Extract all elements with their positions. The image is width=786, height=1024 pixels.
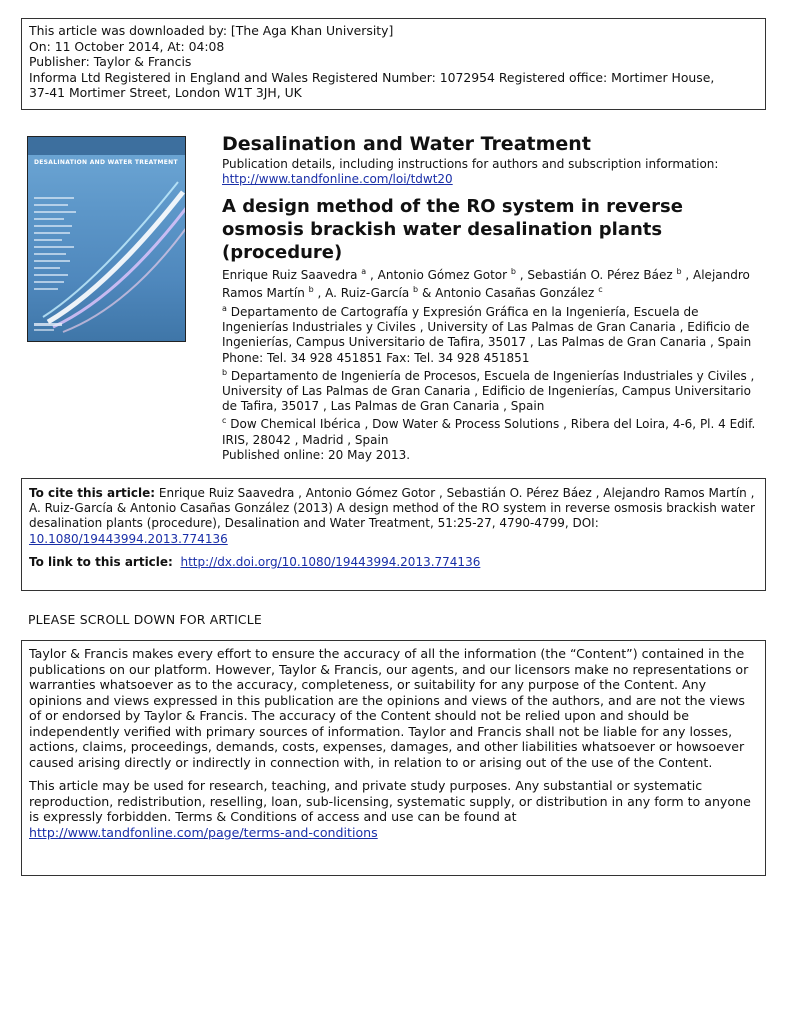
author-affiliation-mark: b <box>676 267 682 276</box>
cover-title: DESALINATION AND WATER TREATMENT <box>34 159 178 166</box>
terms-link[interactable]: http://www.tandfonline.com/page/terms-and-conditions <box>29 824 378 840</box>
usage-text: This article may be used for research, teaching, and private study purposes. Any substantial or systematic reproduction, redistribution, reselling, loan, sub-licensing, systematic supply, or distribution in any form to anyone is expressly forbidden. Terms & Conditions of access and use can be found at <box>29 778 751 824</box>
disclaimer-paragraph: Taylor & Francis makes every effort to ensure the accuracy of all the information (the “Content”) contained in the publications on our platform. However, Taylor & Francis, our agents, and our licensors make no representations or warranties whatsoever as to the accuracy, completeness, or suitability for any purpose of the Content. Any opinions and views expressed in this publication are the opinions and views of the authors, and are not the views of or endorsed by Taylor & Francis. The accuracy of the Content should not be relied upon and should be independently verified with primary sources of information. Taylor and Francis shall not be liable for any losses, actions, claims, proceedings, demands, costs, expenses, damages, and other liabilities whatsoever or howsoever caused arising directly or indirectly in connection with, in relation to or arising out of the use of the Content. <box>29 646 749 770</box>
author-name: Sebastián O. Pérez Báez <box>527 268 673 282</box>
link-label: To link to this article: <box>29 554 173 569</box>
author-name: Antonio Gómez Gotor <box>377 268 508 282</box>
journal-cover-image <box>27 136 186 342</box>
affiliation-c <box>222 417 762 447</box>
article-link-row <box>29 555 758 570</box>
author-separator: , <box>681 268 694 282</box>
author-affiliation-mark: b <box>308 285 314 294</box>
download-line: This article was downloaded by: [The Aga Khan University] <box>29 23 394 38</box>
affiliation-text: Departamento de Ingeniería de Procesos, Escuela de Ingenierías Industriales y Civiles , University of Las Palmas de Gran Canaria , Edificio de Ingenierías, Campus Universitario de Tafira, 35017 , Las Palmas de Gran Canaria , Spain <box>222 368 755 414</box>
author-affiliation-mark: b <box>413 285 419 294</box>
author-separator: , <box>515 268 528 282</box>
author-list <box>222 266 762 302</box>
article-link[interactable]: http://dx.doi.org/10.1080/19443994.2013.774136 <box>180 554 481 569</box>
author-name: Antonio Casañas González <box>435 286 595 300</box>
doi-link[interactable]: 10.1080/19443994.2013.774136 <box>29 531 228 546</box>
author-affiliation-mark: c <box>598 285 603 294</box>
affiliation-mark: c <box>222 416 227 426</box>
affiliation-mark: a <box>222 304 227 313</box>
author-name: A. Ruiz-García <box>325 286 410 300</box>
author-name: Alejandro Ramos Martín <box>222 268 750 300</box>
download-info-box <box>21 18 766 110</box>
author-separator: , <box>313 286 326 300</box>
citation-box <box>21 478 766 591</box>
scroll-down-note: PLEASE SCROLL DOWN FOR ARTICLE <box>28 612 262 627</box>
affiliation-a <box>222 305 762 366</box>
author-affiliation-mark: b <box>510 267 516 276</box>
publication-details: Publication details, including instructions for authors and subscription information: <box>222 157 719 171</box>
cover-swirl-graphic <box>28 137 186 342</box>
affiliation-mark: b <box>222 367 228 377</box>
publication-info <box>222 132 762 463</box>
download-line: Publisher: Taylor & Francis <box>29 54 192 69</box>
download-line: Informa Ltd Registered in England and Wales Registered Number: 1072954 Registered office: Mortimer House, <box>29 69 715 85</box>
author-separator: & <box>418 286 436 300</box>
usage-paragraph <box>29 778 758 840</box>
affiliation-b <box>222 369 762 415</box>
published-date: Published online: 20 May 2013. <box>222 447 411 462</box>
journal-title: Desalination and Water Treatment <box>222 133 591 155</box>
disclaimer-box <box>21 640 766 876</box>
author-name: Enrique Ruiz Saavedra <box>222 268 358 282</box>
download-line: 37-41 Mortimer Street, London W1T 3JH, UK <box>29 85 302 100</box>
article-title: A design method of the RO system in reverse osmosis brackish water desalination plants (procedure) <box>222 196 683 263</box>
cite-text: Enrique Ruiz Saavedra , Antonio Gómez Gotor , Sebastián O. Pérez Báez , Alejandro Ramos Martín , A. Ruiz-García & Antonio Casañas González (2013) A design method of the RO system in reverse osmosis brackish water desalination plants (procedure), Desalination and Water Treatment, 51:25-27, 4790-4799, DOI: <box>29 486 755 531</box>
journal-link[interactable]: http://www.tandfonline.com/loi/tdwt20 <box>222 172 453 186</box>
author-separator: , <box>366 268 378 282</box>
affiliation-text: Dow Chemical Ibérica , Dow Water & Process Solutions , Ribera del Loira, 4-6, Pl. 4 Edif. IRIS, 28042 , Madrid , Spain <box>222 417 756 447</box>
author-affiliation-mark: a <box>361 267 367 276</box>
citation <box>29 486 758 547</box>
cite-label: To cite this article: <box>29 486 156 500</box>
download-line: On: 11 October 2014, At: 04:08 <box>29 38 225 54</box>
affiliation-text: Departamento de Cartografía y Expresión Gráfica en la Ingeniería, Escuela de Ingenierías Industriales y Civiles , University of Las Palmas de Gran Canaria , Edificio de Ingenierías, Campus Universitario de Tafira, 35017 , Las Palmas de Gran Canaria , Spain Phone: Tel. 34 928 451851 Fax: Tel. 34 928 451851 <box>222 305 752 365</box>
